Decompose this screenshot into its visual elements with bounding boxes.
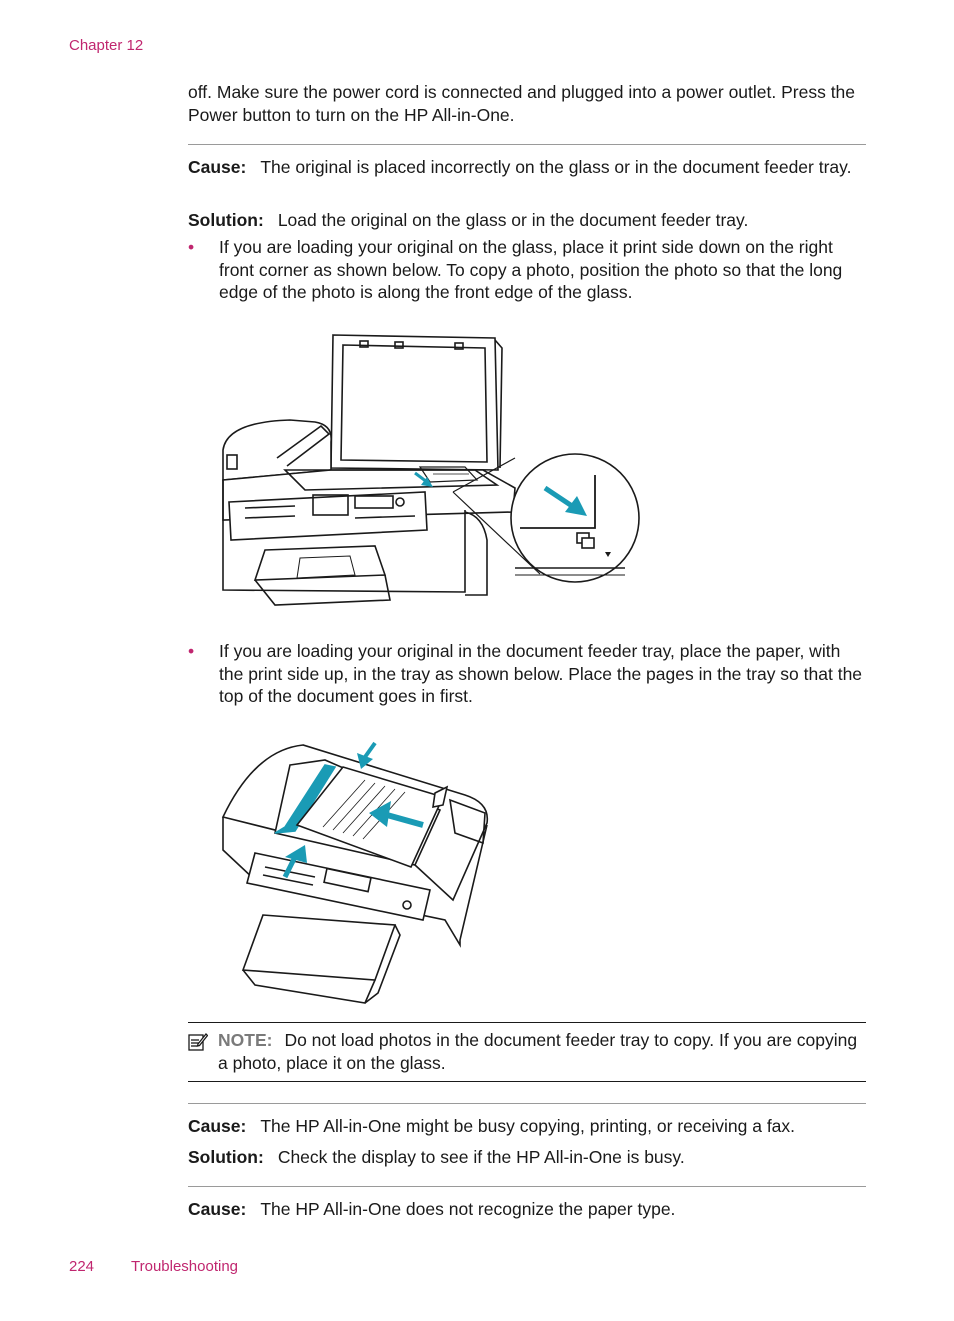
cause-text: The HP All-in-One might be busy copying, printing, or receiving a fax. (260, 1116, 796, 1136)
glass-loading-illustration (215, 330, 645, 610)
solution-paragraph-1 (188, 209, 866, 232)
bullet-dot: • (188, 641, 195, 661)
divider (188, 1103, 866, 1104)
cause-label: Cause: (188, 157, 247, 177)
solution-text: Load the original on the glass or in the document feeder tray. (277, 210, 749, 230)
divider (188, 1186, 866, 1187)
cause-paragraph-1 (188, 156, 866, 179)
solution-paragraph-2 (188, 1146, 866, 1169)
cause-text: The HP All-in-One does not recognize the paper type. (260, 1199, 676, 1219)
note-box (188, 1022, 866, 1082)
cause-label: Cause: (188, 1116, 247, 1136)
cause-text: The original is placed incorrectly on the glass or in the document feeder tray. (260, 157, 852, 177)
chapter-header: Chapter 12 (69, 37, 144, 54)
solution-label: Solution: (188, 210, 264, 230)
solution-text: Check the display to see if the HP All-in-One is busy. (277, 1147, 685, 1167)
page-number: 224 (69, 1258, 95, 1275)
note-pencil-icon (188, 1032, 208, 1052)
solution-label: Solution: (188, 1147, 264, 1167)
feeder-loading-illustration (215, 735, 495, 1010)
bullet-dot: • (188, 237, 195, 257)
footer-section-title: Troubleshooting (131, 1258, 239, 1275)
bullet-feeder (188, 640, 866, 708)
bullet-glass (188, 236, 866, 304)
divider (188, 144, 866, 145)
bullet-text: If you are loading your original on the glass, place it print side down on the right front corner as shown below. To copy a photo, position the photo so that the long edge of the photo is along the front edge of the glass. (219, 237, 843, 302)
intro-paragraph: off. Make sure the power cord is connected and plugged into a power outlet. Press the Power button to turn on the HP All-in-One. (188, 82, 856, 125)
cause-paragraph-2 (188, 1115, 866, 1138)
note-label: NOTE: (218, 1030, 273, 1050)
note-paragraph (218, 1029, 866, 1074)
note-text: Do not load photos in the document feeder tray to copy. If you are copying a photo, place it on the glass. (218, 1030, 858, 1073)
cause-label: Cause: (188, 1199, 247, 1219)
bullet-text: If you are loading your original in the document feeder tray, place the paper, with the print side up, in the tray as shown below. Place the pages in the tray so that the top of the document goes in first. (219, 641, 863, 706)
cause-paragraph-3 (188, 1198, 866, 1221)
